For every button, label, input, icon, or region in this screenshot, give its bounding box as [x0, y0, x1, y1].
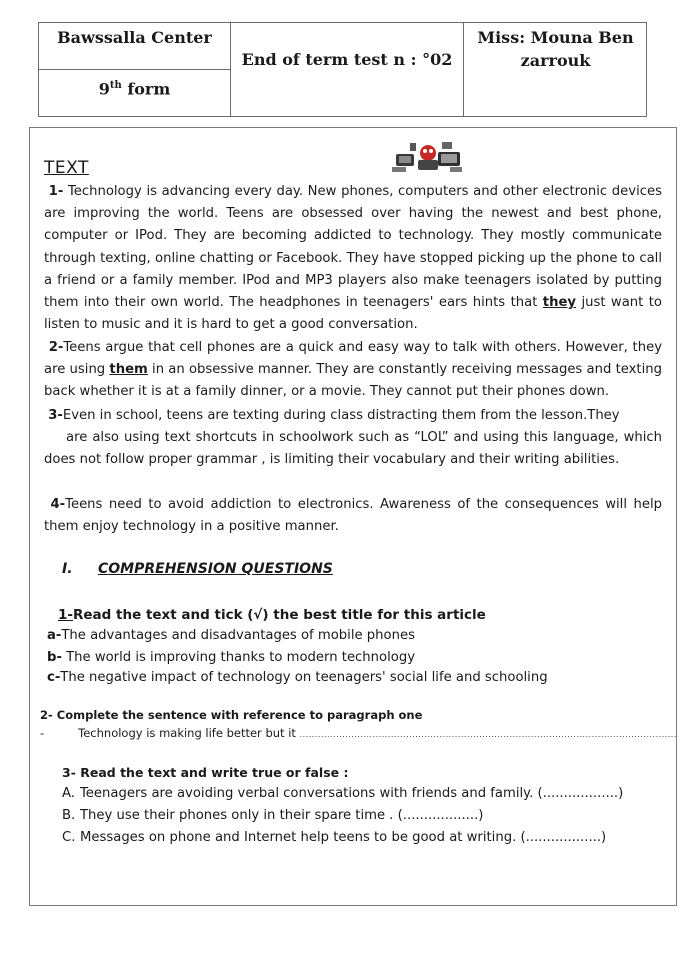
question-1: [58, 607, 486, 623]
test-title: End of term test n : °02: [231, 23, 464, 116]
paragraph-text: in an obsessive manner. They are constantly receiving messages and texting back whether it is at a family dinner, or a movie. They cannot put their phones down.: [44, 362, 662, 400]
paragraph-number: 4-: [50, 497, 66, 512]
section-label: COMPREHENSION QUESTIONS: [98, 561, 333, 577]
school-name: Bawssalla Center: [39, 23, 230, 70]
paragraph-2: [44, 337, 662, 404]
question-2: 2- Complete the sentence with reference to paragraph one: [40, 708, 423, 722]
paragraph-text: just want to listen to music and it is hard to get a good conversation.: [44, 295, 662, 333]
paragraph-text: Teens need to avoid addiction to electronics. Awareness of the consequences will help them enjoy technology in a positive manner.: [44, 497, 662, 535]
question-2-sentence: [40, 726, 677, 740]
statement-letter: C.: [62, 830, 76, 845]
statement-c[interactable]: [62, 830, 606, 845]
header-table: [38, 22, 647, 117]
option-a[interactable]: [47, 628, 415, 643]
paragraph-text: are also using text shortcuts in schoolwork such as “LOL” and using this language, which does not follow proper grammar , is limiting their vocabulary and their writing abilities.: [44, 430, 662, 468]
bullet-dash: -: [40, 726, 45, 740]
answer-blank[interactable]: ............................................................................................................................: [299, 730, 677, 739]
option-c[interactable]: [47, 670, 548, 685]
text-heading: TEXT: [44, 158, 89, 178]
statement-letter: B.: [62, 808, 76, 823]
form-number: 9: [98, 79, 110, 99]
paragraph-number: 2-: [48, 340, 64, 355]
sentence-text: Technology is making life better but it: [78, 726, 296, 740]
statement-letter: A.: [62, 786, 75, 801]
teacher-line-1: Miss: Mouna Ben: [477, 28, 634, 47]
option-text: The advantages and disadvantages of mobile phones: [61, 628, 415, 643]
underlined-word: them: [109, 362, 148, 378]
paragraph-4: [44, 494, 662, 538]
devices-illustration-icon: [392, 140, 464, 174]
form-level: [39, 71, 230, 116]
question-text: Read the text and tick (√) the best title for this article: [73, 607, 486, 623]
paragraph-number: 3-: [48, 408, 63, 423]
statement-b[interactable]: [62, 808, 483, 823]
option-letter: b-: [47, 650, 62, 665]
statement-text: They use their phones only in their spare time . (..................): [80, 808, 484, 823]
form-suffix: th: [109, 80, 122, 91]
paragraph-text: Even in school, teens are texting during class distracting them from the lesson.They: [62, 408, 620, 423]
paragraph-text: Teens argue that cell phones are a quick and easy way to talk with others. However, they are using: [44, 340, 662, 378]
statement-text: Teenagers are avoiding verbal conversations with friends and family. (..................): [80, 786, 624, 801]
paragraph-1: [44, 181, 662, 336]
paragraph-3: [44, 405, 662, 472]
option-letter: c-: [47, 670, 61, 685]
teacher-name: [465, 23, 646, 116]
question-3: 3- Read the text and write true or false :: [62, 765, 349, 780]
statement-text: Messages on phone and Internet help teens to be good at writing. (..................): [80, 830, 607, 845]
underlined-word: they: [542, 295, 577, 311]
option-letter: a-: [47, 628, 62, 643]
option-b[interactable]: [47, 650, 415, 665]
section-title: [62, 561, 333, 577]
section-numeral: I.: [62, 561, 73, 577]
teacher-line-2: zarrouk: [520, 51, 591, 70]
paragraph-number: 1-: [48, 184, 64, 199]
option-text: The world is improving thanks to modern technology: [61, 650, 415, 665]
statement-a[interactable]: [62, 786, 623, 801]
paragraph-text: Technology is advancing every day. New phones, computers and other electronic devices are improving the world. Teens are obsessed over having the newest and best phone, computer or IPod. They are becoming addicted to technology. They mostly communicate through texting, online chatting or Facebook. They have stopped picking up the phone to call a friend or a family member. IPod and MP3 players also make teenagers isolated by putting them into their own world. The headphones in teenagers' ears hints that: [44, 184, 662, 311]
header-left-cell: [39, 23, 231, 116]
option-text: The negative impact of technology on teenagers' social life and schooling: [60, 670, 548, 685]
form-word: form: [127, 79, 171, 99]
question-number: 1-: [58, 607, 73, 623]
